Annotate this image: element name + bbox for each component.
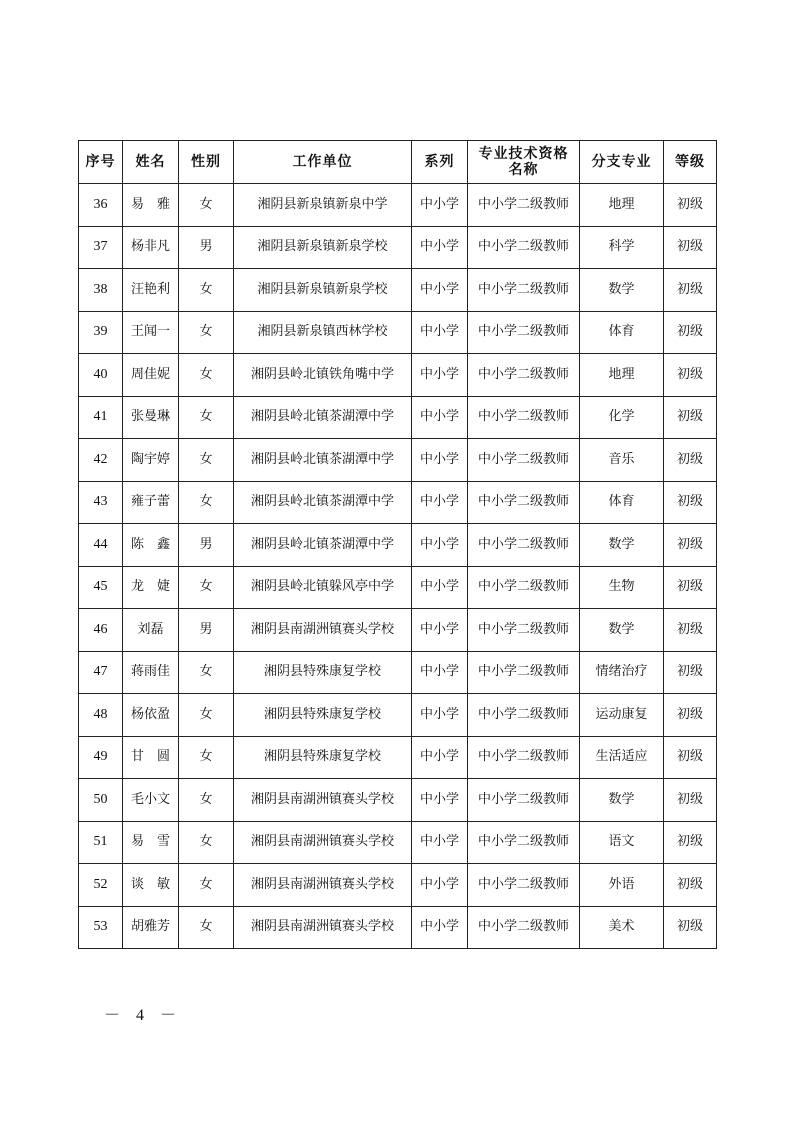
cell-subject: 生物 xyxy=(580,566,664,609)
cell-name: 甘 圆 xyxy=(123,736,179,779)
cell-subject: 美术 xyxy=(580,906,664,949)
cell-subject: 地理 xyxy=(580,354,664,397)
cell-level: 初级 xyxy=(664,694,717,737)
cell-work-unit: 湘阴县岭北镇茶湖潭中学 xyxy=(234,439,412,482)
cell-work-unit: 湘阴县新泉镇西林学校 xyxy=(234,311,412,354)
cell-level: 初级 xyxy=(664,311,717,354)
cell-name: 王闻一 xyxy=(123,311,179,354)
cell-subject: 数学 xyxy=(580,609,664,652)
cell-gender: 女 xyxy=(179,269,234,312)
cell-name: 刘磊 xyxy=(123,609,179,652)
cell-name: 胡雅芳 xyxy=(123,906,179,949)
cell-series: 中小学 xyxy=(412,651,468,694)
cell-level: 初级 xyxy=(664,354,717,397)
cell-work-unit: 湘阴县新泉镇新泉学校 xyxy=(234,269,412,312)
cell-index: 51 xyxy=(79,821,123,864)
cell-name: 易 雪 xyxy=(123,821,179,864)
cell-subject: 情绪治疗 xyxy=(580,651,664,694)
cell-qualification: 中小学二级教师 xyxy=(468,481,580,524)
cell-gender: 女 xyxy=(179,396,234,439)
cell-level: 初级 xyxy=(664,736,717,779)
cell-qualification: 中小学二级教师 xyxy=(468,226,580,269)
cell-work-unit: 湘阴县新泉镇新泉中学 xyxy=(234,184,412,227)
header-work-unit: 工作单位 xyxy=(234,141,412,184)
cell-index: 38 xyxy=(79,269,123,312)
cell-subject: 数学 xyxy=(580,524,664,567)
cell-series: 中小学 xyxy=(412,524,468,567)
cell-gender: 女 xyxy=(179,184,234,227)
table-row xyxy=(79,864,717,907)
cell-gender: 女 xyxy=(179,566,234,609)
header-qualification xyxy=(468,141,580,184)
cell-work-unit: 湘阴县南湖洲镇赛头学校 xyxy=(234,609,412,652)
cell-work-unit: 湘阴县南湖洲镇赛头学校 xyxy=(234,864,412,907)
cell-level: 初级 xyxy=(664,906,717,949)
cell-work-unit: 湘阴县特殊康复学校 xyxy=(234,694,412,737)
table-row xyxy=(79,906,717,949)
cell-qualification: 中小学二级教师 xyxy=(468,396,580,439)
cell-work-unit: 湘阴县特殊康复学校 xyxy=(234,651,412,694)
cell-index: 42 xyxy=(79,439,123,482)
cell-gender: 女 xyxy=(179,354,234,397)
cell-subject: 地理 xyxy=(580,184,664,227)
cell-qualification: 中小学二级教师 xyxy=(468,524,580,567)
cell-level: 初级 xyxy=(664,566,717,609)
table-row xyxy=(79,311,717,354)
cell-name: 毛小文 xyxy=(123,779,179,822)
cell-qualification: 中小学二级教师 xyxy=(468,736,580,779)
cell-level: 初级 xyxy=(664,651,717,694)
cell-subject: 数学 xyxy=(580,269,664,312)
cell-qualification: 中小学二级教师 xyxy=(468,439,580,482)
header-index: 序号 xyxy=(79,141,123,184)
cell-series: 中小学 xyxy=(412,184,468,227)
cell-subject: 体育 xyxy=(580,481,664,524)
cell-gender: 女 xyxy=(179,311,234,354)
cell-name: 杨非凡 xyxy=(123,226,179,269)
cell-level: 初级 xyxy=(664,524,717,567)
table-row xyxy=(79,779,717,822)
cell-work-unit: 湘阴县岭北镇躲风亭中学 xyxy=(234,566,412,609)
cell-series: 中小学 xyxy=(412,439,468,482)
table-row xyxy=(79,694,717,737)
cell-qualification: 中小学二级教师 xyxy=(468,354,580,397)
cell-work-unit: 湘阴县南湖洲镇赛头学校 xyxy=(234,779,412,822)
cell-series: 中小学 xyxy=(412,566,468,609)
cell-subject: 语文 xyxy=(580,821,664,864)
teacher-roster-table xyxy=(78,140,717,949)
cell-gender: 女 xyxy=(179,736,234,779)
cell-gender: 女 xyxy=(179,651,234,694)
cell-name: 蒋雨佳 xyxy=(123,651,179,694)
cell-series: 中小学 xyxy=(412,481,468,524)
header-series: 系列 xyxy=(412,141,468,184)
table-row xyxy=(79,481,717,524)
cell-work-unit: 湘阴县特殊康复学校 xyxy=(234,736,412,779)
table-row xyxy=(79,354,717,397)
cell-qualification: 中小学二级教师 xyxy=(468,821,580,864)
cell-gender: 女 xyxy=(179,694,234,737)
table-row xyxy=(79,439,717,482)
cell-subject: 数学 xyxy=(580,779,664,822)
cell-name: 龙 婕 xyxy=(123,566,179,609)
cell-index: 41 xyxy=(79,396,123,439)
cell-subject: 音乐 xyxy=(580,439,664,482)
cell-index: 40 xyxy=(79,354,123,397)
cell-qualification: 中小学二级教师 xyxy=(468,779,580,822)
cell-level: 初级 xyxy=(664,269,717,312)
cell-series: 中小学 xyxy=(412,311,468,354)
cell-name: 谈 敏 xyxy=(123,864,179,907)
cell-gender: 男 xyxy=(179,226,234,269)
cell-name: 杨依盈 xyxy=(123,694,179,737)
cell-name: 陈 鑫 xyxy=(123,524,179,567)
cell-gender: 女 xyxy=(179,906,234,949)
cell-qualification: 中小学二级教师 xyxy=(468,864,580,907)
header-name: 姓名 xyxy=(123,141,179,184)
cell-series: 中小学 xyxy=(412,694,468,737)
cell-series: 中小学 xyxy=(412,821,468,864)
table-row xyxy=(79,269,717,312)
cell-qualification: 中小学二级教师 xyxy=(468,269,580,312)
table-header-row xyxy=(79,141,717,184)
cell-series: 中小学 xyxy=(412,396,468,439)
cell-index: 52 xyxy=(79,864,123,907)
table-row xyxy=(79,226,717,269)
table-body xyxy=(79,184,717,949)
cell-level: 初级 xyxy=(664,481,717,524)
cell-gender: 女 xyxy=(179,821,234,864)
cell-gender: 男 xyxy=(179,609,234,652)
cell-level: 初级 xyxy=(664,821,717,864)
cell-qualification: 中小学二级教师 xyxy=(468,311,580,354)
cell-index: 36 xyxy=(79,184,123,227)
cell-series: 中小学 xyxy=(412,609,468,652)
cell-level: 初级 xyxy=(664,396,717,439)
cell-level: 初级 xyxy=(664,184,717,227)
cell-work-unit: 湘阴县岭北镇铁角嘴中学 xyxy=(234,354,412,397)
cell-series: 中小学 xyxy=(412,269,468,312)
cell-subject: 生活适应 xyxy=(580,736,664,779)
table-row xyxy=(79,396,717,439)
table-row xyxy=(79,609,717,652)
cell-series: 中小学 xyxy=(412,736,468,779)
cell-series: 中小学 xyxy=(412,354,468,397)
cell-qualification: 中小学二级教师 xyxy=(468,694,580,737)
cell-index: 45 xyxy=(79,566,123,609)
cell-name: 陶宇婷 xyxy=(123,439,179,482)
cell-index: 46 xyxy=(79,609,123,652)
cell-work-unit: 湘阴县南湖洲镇赛头学校 xyxy=(234,821,412,864)
cell-index: 49 xyxy=(79,736,123,779)
header-level: 等级 xyxy=(664,141,717,184)
cell-index: 53 xyxy=(79,906,123,949)
cell-series: 中小学 xyxy=(412,906,468,949)
cell-index: 44 xyxy=(79,524,123,567)
cell-subject: 化学 xyxy=(580,396,664,439)
cell-index: 48 xyxy=(79,694,123,737)
page-number: － 4 － xyxy=(104,1007,183,1024)
cell-index: 37 xyxy=(79,226,123,269)
cell-index: 47 xyxy=(79,651,123,694)
cell-work-unit: 湘阴县岭北镇茶湖潭中学 xyxy=(234,396,412,439)
header-qualification-line1: 专业技术资格 xyxy=(478,146,569,162)
cell-gender: 女 xyxy=(179,439,234,482)
cell-gender: 女 xyxy=(179,481,234,524)
cell-qualification: 中小学二级教师 xyxy=(468,566,580,609)
cell-work-unit: 湘阴县岭北镇茶湖潭中学 xyxy=(234,524,412,567)
cell-series: 中小学 xyxy=(412,779,468,822)
cell-qualification: 中小学二级教师 xyxy=(468,184,580,227)
cell-index: 39 xyxy=(79,311,123,354)
cell-level: 初级 xyxy=(664,439,717,482)
cell-level: 初级 xyxy=(664,226,717,269)
header-gender: 性别 xyxy=(179,141,234,184)
cell-work-unit: 湘阴县新泉镇新泉学校 xyxy=(234,226,412,269)
cell-subject: 科学 xyxy=(580,226,664,269)
cell-qualification: 中小学二级教师 xyxy=(468,651,580,694)
cell-qualification: 中小学二级教师 xyxy=(468,609,580,652)
cell-work-unit: 湘阴县南湖洲镇赛头学校 xyxy=(234,906,412,949)
header-subject: 分支专业 xyxy=(580,141,664,184)
table-row xyxy=(79,821,717,864)
header-qualification-line2: 名称 xyxy=(508,162,539,178)
cell-gender: 女 xyxy=(179,779,234,822)
cell-gender: 男 xyxy=(179,524,234,567)
cell-subject: 外语 xyxy=(580,864,664,907)
cell-level: 初级 xyxy=(664,864,717,907)
cell-name: 周佳妮 xyxy=(123,354,179,397)
cell-subject: 体育 xyxy=(580,311,664,354)
cell-level: 初级 xyxy=(664,609,717,652)
table-row xyxy=(79,566,717,609)
cell-index: 50 xyxy=(79,779,123,822)
cell-qualification: 中小学二级教师 xyxy=(468,906,580,949)
table-row xyxy=(79,651,717,694)
table-row xyxy=(79,736,717,779)
cell-series: 中小学 xyxy=(412,226,468,269)
cell-series: 中小学 xyxy=(412,864,468,907)
cell-name: 张曼琳 xyxy=(123,396,179,439)
cell-name: 雍子蕾 xyxy=(123,481,179,524)
table-row xyxy=(79,184,717,227)
cell-name: 易 雅 xyxy=(123,184,179,227)
cell-work-unit: 湘阴县岭北镇茶湖潭中学 xyxy=(234,481,412,524)
cell-index: 43 xyxy=(79,481,123,524)
cell-level: 初级 xyxy=(664,779,717,822)
table-row xyxy=(79,524,717,567)
cell-name: 汪艳利 xyxy=(123,269,179,312)
cell-subject: 运动康复 xyxy=(580,694,664,737)
cell-gender: 女 xyxy=(179,864,234,907)
